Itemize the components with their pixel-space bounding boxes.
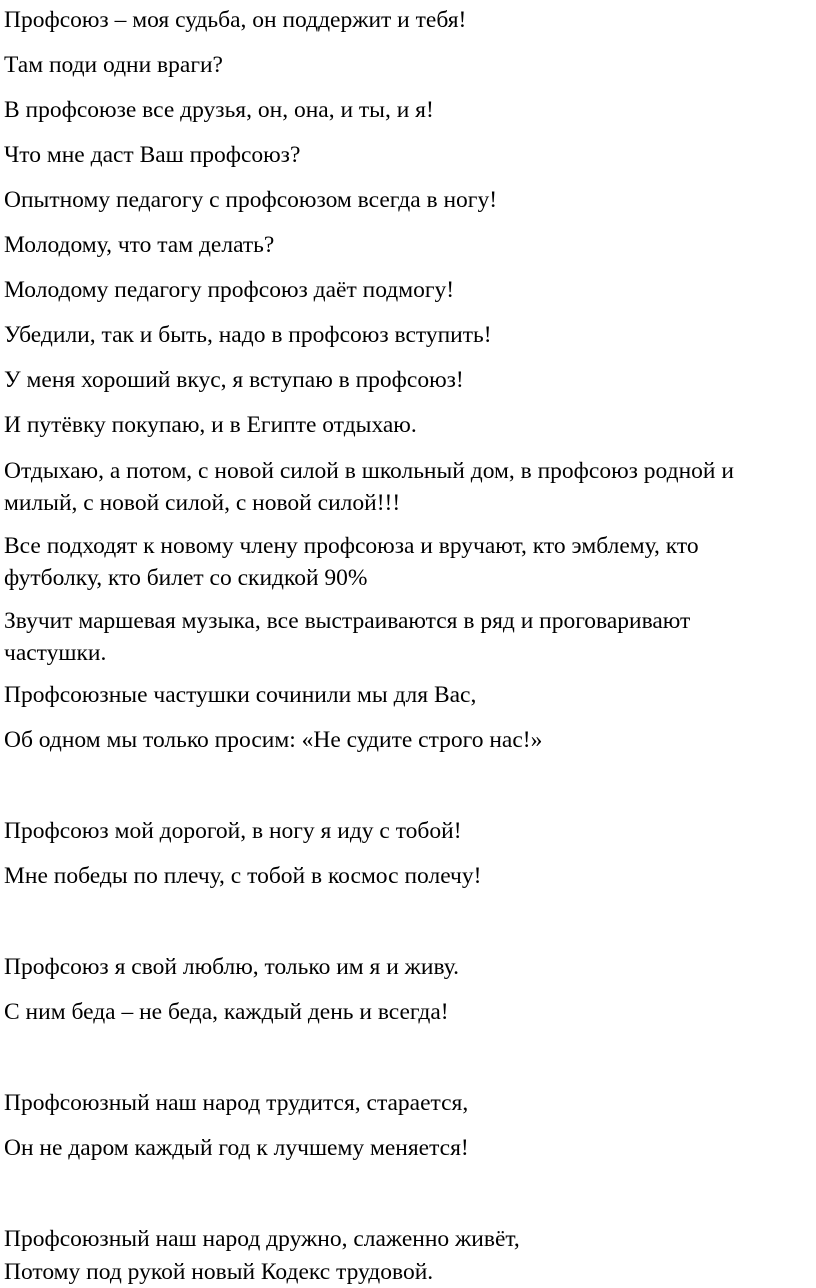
text-line: Профсоюз – моя судьба, он поддержит и тебя! [4,7,467,33]
text-paragraph: Отдыхаю, а потом, с новой силой в школьный дом, в профсоюз родной и милый, с новой силой, с новой силой!!! [4,458,734,516]
text-line: Что мне даст Ваш профсоюз? [4,142,301,168]
text-line: С ним беда – не беда, каждый день и всегда! [4,999,449,1025]
text-line: Убедили, так и быть, надо в профсоюз вступить! [4,322,492,348]
text-line: Он не даром каждый год к лучшему меняется! [4,1135,469,1161]
text-line: Там поди одни враги? [4,52,223,78]
text-line: Профсоюзные частушки сочинили мы для Вас, [4,682,477,708]
text-line: Профсоюзный наш народ трудится, старается, [4,1090,469,1116]
text-line: В профсоюзе все друзья, он, она, и ты, и я! [4,97,434,123]
text-line: Потому под рукой новый Кодекс трудовой. [4,1259,434,1285]
text-paragraph: Звучит маршевая музыка, все выстраиваются в ряд и проговаривают частушки. [4,608,691,666]
text-line: Профсоюзный наш народ дружно, слаженно живёт, [4,1226,520,1252]
text-line: Об одном мы только просим: «Не судите строго нас!» [4,727,543,753]
text-line: Опытному педагогу с профсоюзом всегда в ногу! [4,187,498,213]
text-line: Мне победы по плечу, с тобой в космос полечу! [4,863,482,889]
text-line: Профсоюз мой дорогой, в ногу я иду с тобой! [4,818,462,844]
text-line: У меня хороший вкус, я вступаю в профсоюз! [4,367,464,393]
text-paragraph: Все подходят к новому члену профсоюза и вручают, кто эмблему, кто футболку, кто билет со скидкой 90% [4,533,699,591]
text-line: И путёвку покупаю, и в Египте отдыхаю. [4,412,417,438]
text-line: Молодому, что там делать? [4,232,275,258]
text-line: Профсоюз я свой люблю, только им я и живу. [4,954,460,980]
text-line: Молодому педагогу профсоюз даёт подмогу! [4,277,455,303]
